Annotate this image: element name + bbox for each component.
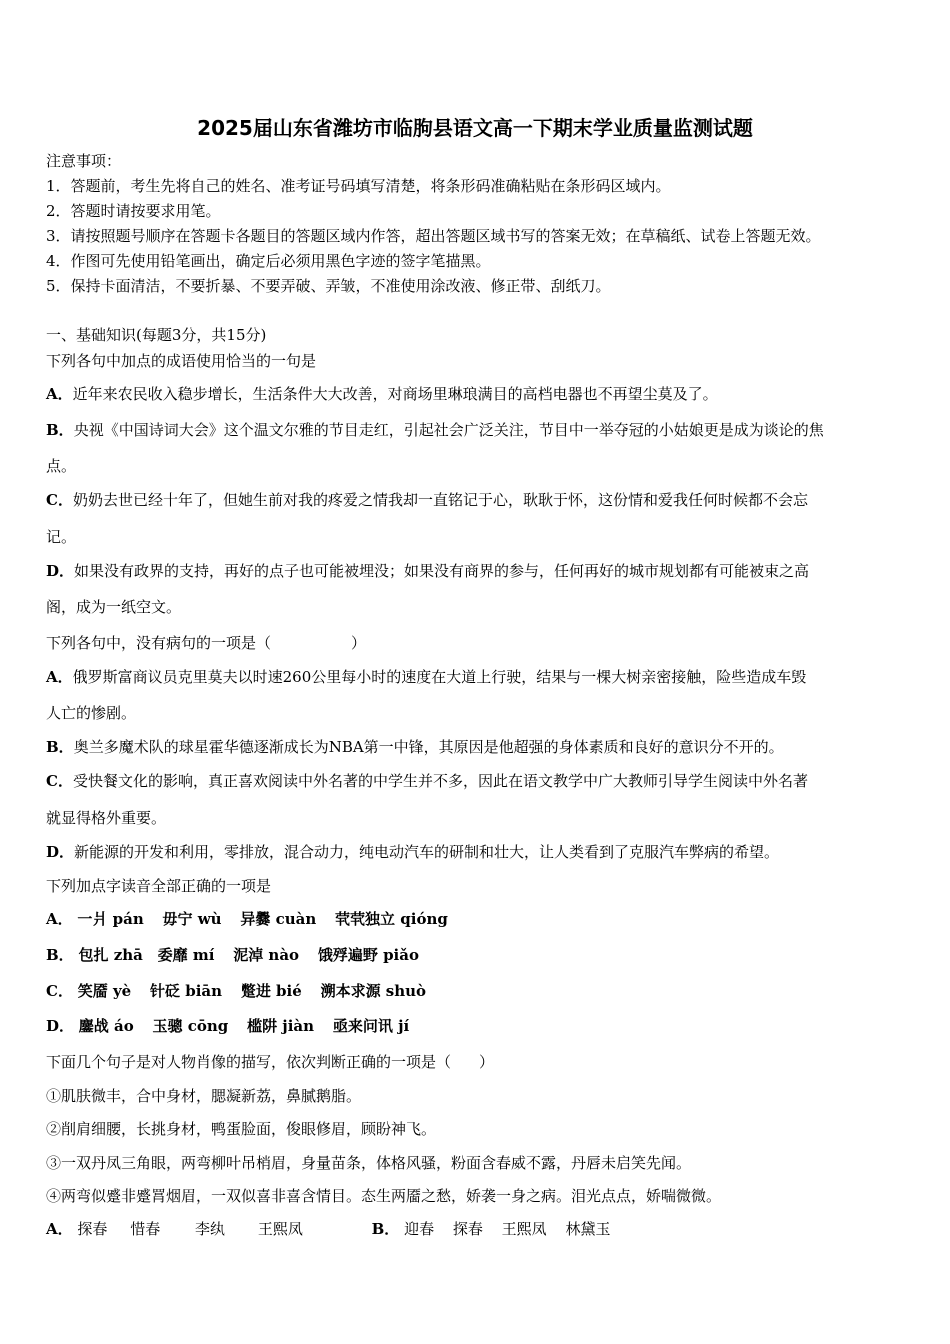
name-item: 探春 (77, 1220, 108, 1238)
option-text: 俄罗斯富商议员克里莫夫以时速260公里每小时的速度在大道上行驶，结果与一棵大树亲密接触，险些造成车毁 (72, 668, 807, 686)
q3-option-d (46, 1017, 409, 1035)
pinyin-item: 溯本求源 shuò (320, 982, 427, 1000)
q1-option-a (46, 385, 718, 403)
stem-end: ） (351, 634, 367, 652)
pinyin-item: 泥淖 nào (233, 946, 300, 964)
pinyin-item: 饿殍遍野 piǎo (317, 946, 419, 964)
section-heading: 一、基础知识(每题3分，共15分) (46, 326, 267, 344)
option-label: A． (46, 385, 73, 403)
q3-option-b (46, 946, 419, 964)
pinyin-item: 玉骢 cōng (152, 1017, 229, 1035)
q1-option-b (46, 421, 824, 439)
option-label: A． (46, 668, 73, 686)
q3-option-c (46, 982, 426, 1000)
q4-sentence-4: ④两弯似蹙非蹙罥烟眉，一双似喜非喜含情目。态生两靥之愁，娇袭一身之病。泪光点点，娇喘微微。 (46, 1187, 722, 1205)
q1-option-c (46, 491, 808, 509)
stem-end: ） (479, 1053, 495, 1071)
name-item: 探春 (452, 1220, 483, 1238)
q2-option-a-cont: 人亡的惨剧。 (46, 704, 137, 722)
document-title: 2025届山东省潍坊市临朐县语文高一下期末学业质量监测试题 (197, 116, 753, 140)
name-item: 李纨 (195, 1220, 226, 1238)
q2-option-d (46, 843, 779, 861)
pinyin-item: 包扎 zhā (78, 946, 143, 964)
option-label: B． (46, 946, 74, 964)
notice-item-1: 1．答题前，考生先将自己的姓名、准考证号码填写清楚，将条形码准确粘贴在条形码区域内。 (46, 177, 671, 195)
pinyin-item: 鏖战 áo (78, 1017, 134, 1035)
option-label: B． (371, 1220, 400, 1238)
option-label: B． (46, 421, 74, 439)
option-text: 受快餐文化的影响，真正喜欢阅读中外名著的中学生并不多，因此在语文教学中广大教师引导学生阅读中外名著 (72, 772, 808, 790)
q2-option-a (46, 668, 806, 686)
name-item: 惜春 (130, 1220, 161, 1238)
notice-item-3: 3．请按照题号顺序在答题卡各题目的答题区域内作答，超出答题区域书写的答案无效；在草稿纸、试卷上答题无效。 (46, 227, 821, 245)
name-item: 王熙凤 (257, 1220, 303, 1238)
q4-sentence-2: ②削肩细腰，长挑身材，鸭蛋脸面，俊眼修眉，顾盼神飞。 (46, 1120, 437, 1138)
pinyin-item: 异爨 cuàn (240, 910, 317, 928)
option-text: 新能源的开发和利用，零排放，混合动力，纯电动汽车的研制和壮大，让人类看到了克服汽车弊病的希望。 (74, 843, 780, 861)
stem-text: 下面几个句子是对人物肖像的描写，依次判断正确的一项是（ (46, 1053, 452, 1071)
q1-option-c-cont: 记。 (46, 528, 77, 546)
pinyin-item: 槛阱 jiàn (247, 1017, 315, 1035)
q4-stem (46, 1053, 494, 1071)
option-label: C． (46, 772, 73, 790)
pinyin-item: 笑靥 yè (77, 982, 132, 1000)
q4-sentence-1: ①肌肤微丰，合中身材，腮凝新荔，鼻腻鹅脂。 (46, 1087, 362, 1105)
pinyin-item: 针砭 biān (150, 982, 223, 1000)
pinyin-item: 亟来问讯 jí (332, 1017, 410, 1035)
pinyin-item: 毋宁 wù (162, 910, 222, 928)
option-label: D． (46, 1017, 75, 1035)
option-text: 近年来农民收入稳步增长，生活条件大大改善，对商场里琳琅满目的高档电器也不再望尘莫及了。 (72, 385, 718, 403)
q2-stem (46, 634, 366, 652)
q1-stem: 下列各句中加点的成语使用恰当的一句是 (46, 352, 317, 370)
option-label: D． (46, 562, 75, 580)
q1-option-d-cont: 阁，成为一纸空文。 (46, 598, 182, 616)
notice-item-5: 5．保持卡面清洁，不要折暴、不要弄破、弄皱，不准使用涂改液、修正带、刮纸刀。 (46, 277, 611, 295)
option-text: 央视《中国诗词大会》这个温文尔雅的节目走红，引起社会广泛关注，节目中一举夺冠的小姑娘更是成为谈论的焦 (73, 421, 824, 439)
q1-option-d (46, 562, 809, 580)
option-label: C． (46, 491, 73, 509)
option-text: 如果没有政界的支持，再好的点子也可能被埋没；如果没有商界的参与，任何再好的城市规划都有可能被束之高 (74, 562, 810, 580)
stem-text: 下列各句中，没有病句的一项是（ (46, 634, 272, 652)
notice-item-4: 4．作图可先使用铅笔画出，确定后必须用黑色字迹的签字笔描黑。 (46, 252, 491, 270)
option-label: D． (46, 843, 75, 861)
notice-item-2: 2．答题时请按要求用笔。 (46, 202, 221, 220)
name-item: 林黛玉 (565, 1220, 611, 1238)
option-label: C． (46, 982, 73, 1000)
option-text: 奥兰多魔术队的球星霍华德逐渐成长为NBA第一中锋，其原因是他超强的身体素质和良好的意识分不开的。 (73, 738, 784, 756)
q2-option-c-cont: 就显得格外重要。 (46, 809, 167, 827)
pinyin-item: 委靡 mí (157, 946, 215, 964)
q4-options-ab (46, 1220, 610, 1238)
name-item: 王熙凤 (501, 1220, 547, 1238)
option-label: B． (46, 738, 74, 756)
q4-sentence-3: ③一双丹凤三角眼，两弯柳叶吊梢眉，身量苗条，体格风骚，粉面含春威不露，丹唇未启笑先闻。 (46, 1154, 692, 1172)
option-label: A． (46, 1220, 73, 1238)
q3-stem: 下列加点字读音全部正确的一项是 (46, 877, 272, 895)
name-item: 迎春 (404, 1220, 435, 1238)
pinyin-item: 蹩进 bié (240, 982, 302, 1000)
option-label: A． (46, 910, 73, 928)
pinyin-item: 茕茕独立 qióng (335, 910, 448, 928)
q2-option-b (46, 738, 784, 756)
q2-option-c (46, 772, 808, 790)
q3-option-a (46, 910, 448, 928)
option-text: 奶奶去世已经十年了，但她生前对我的疼爱之情我却一直铭记于心，耿耿于怀，这份情和爱我任何时候都不会忘 (72, 491, 808, 509)
pinyin-item: 一爿 pán (77, 910, 144, 928)
q1-option-b-cont: 点。 (46, 457, 77, 475)
notice-heading: 注意事项： (46, 152, 122, 170)
